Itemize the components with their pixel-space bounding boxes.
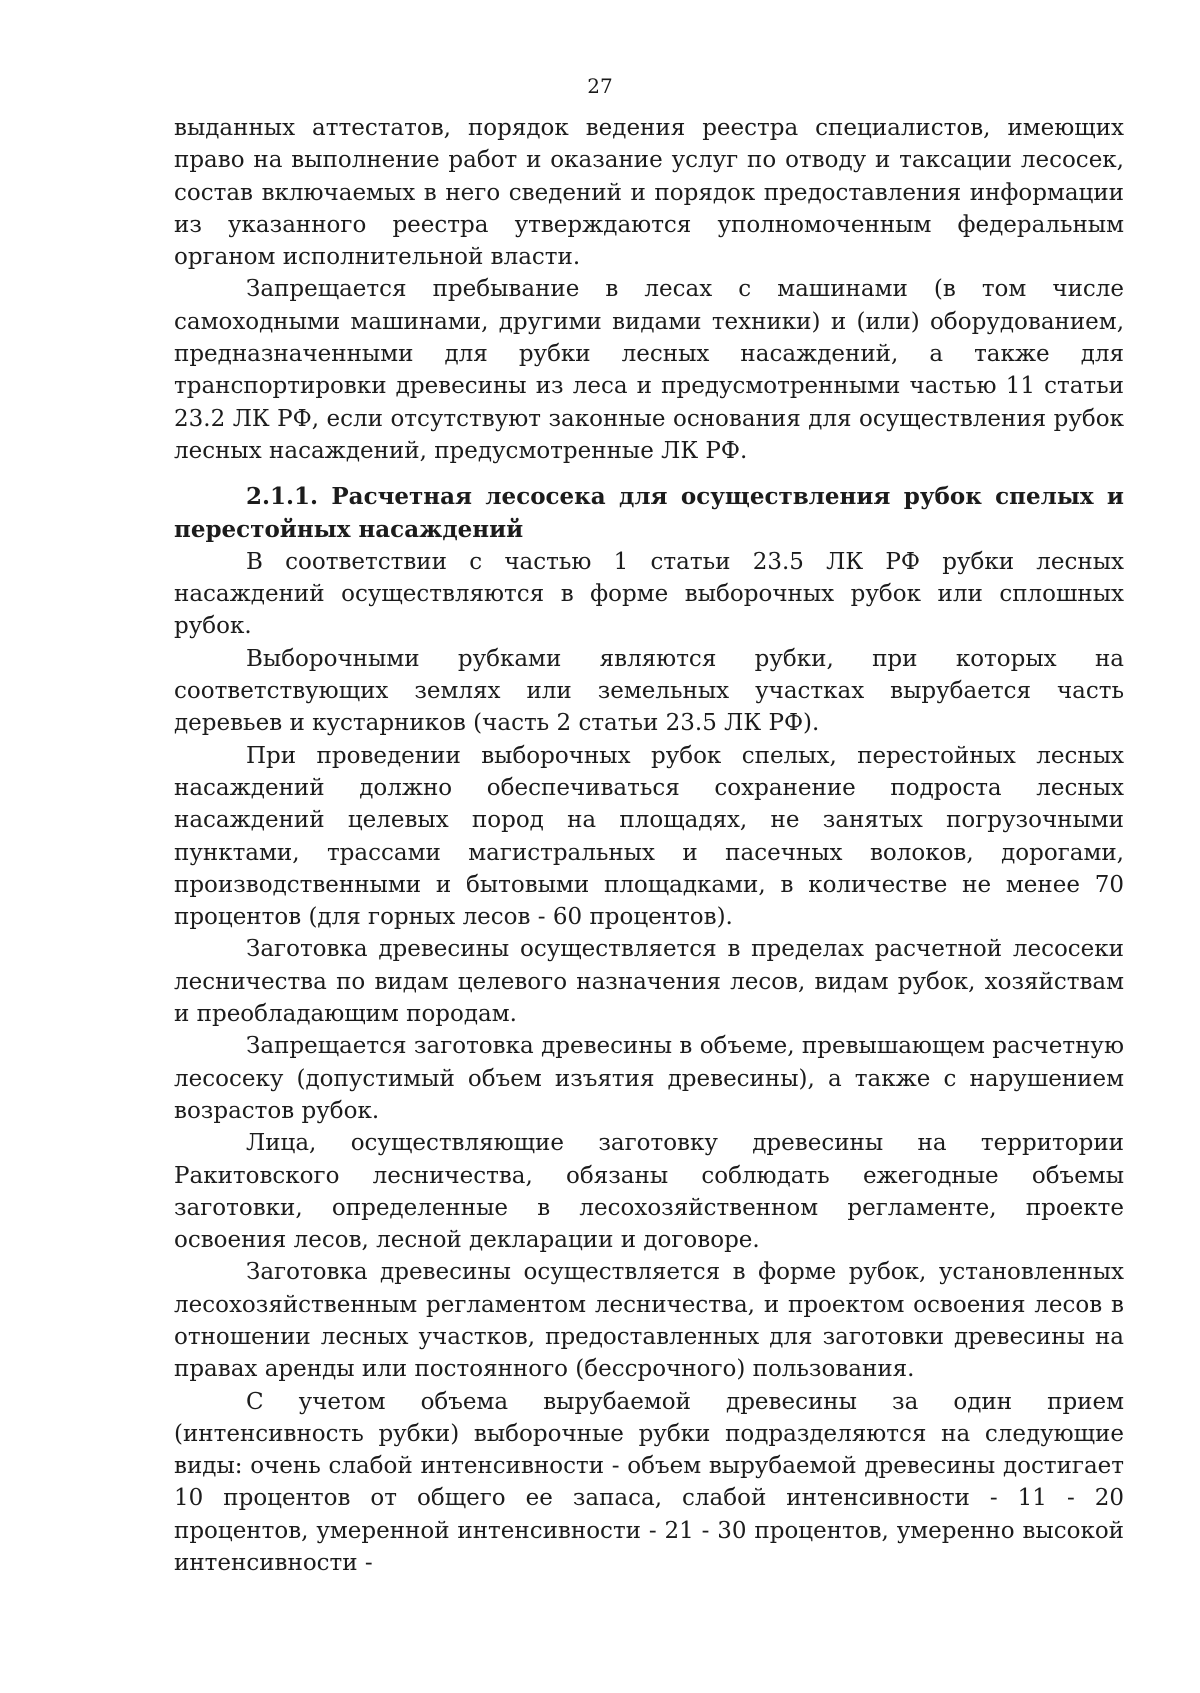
- paragraph-cutting-intensity: С учетом объема вырубаемой древесины за один прием (интенсивность рубки) выборочные рубки подразделяются на следующие виды: очень слабой интенсивности - объем вырубаемой древесины достигает 10 процентов от общего ее запаса, слабой интенсивности - 11 - 20 процентов, умеренной интенсивности - 21 - 30 процентов, умеренно высокой интенсивности -: [174, 1388, 1124, 1577]
- paragraph-machinery-ban: Запрещается пребывание в лесах с машинами (в том числе самоходными машинами, другими видами техники) и (или) оборудованием, предназначенными для рубки лесных насаждений, а также для транспортировки древесины из леса и предусмотренными частью 11 статьи 23.2 ЛК РФ, если отсутствуют законные основания для осуществления рубок лесных насаждений, предусмотренные ЛК РФ.: [174, 276, 1124, 464]
- section-heading: [174, 481, 1124, 546]
- body-text: [174, 112, 1124, 1579]
- page-number: 27: [587, 74, 613, 98]
- section-heading-number: 2.1.1.: [246, 483, 319, 511]
- paragraph-cutting-forms: В соответствии с частью 1 статьи 23.5 ЛК РФ рубки лесных насаждений осуществляются в форме выборочных рубок или сплошных рубок.: [174, 548, 1124, 640]
- paragraph-selective-cutting: Выборочными рубками являются рубки, при которых на соответствующих землях или земельных участках вырубается часть деревьев и кустарников (часть 2 статьи 23.5 ЛК РФ).: [174, 645, 1124, 737]
- paragraph-allowable-cut: Заготовка древесины осуществляется в пределах расчетной лесосеки лесничества по видам целевого назначения лесов, видам рубок, хозяйствам и преобладающим породам.: [174, 936, 1124, 1028]
- paragraph-annual-volumes: Лица, осуществляющие заготовку древесины на территории Ракитовского лесничества, обязаны соблюдать ежегодные объемы заготовки, определенные в лесохозяйственном регламенте, проекте освоения лесов, лесной декларации и договоре.: [174, 1130, 1124, 1254]
- paragraph-continued: выданных аттестатов, порядок ведения реестра специалистов, имеющих право на выполнение работ и оказание услуг по отводу и таксации лесосек, состав включаемых в него сведений и порядок предоставления информации из указанного реестра утверждаются уполномоченным федеральным органом исполнительной власти.: [174, 115, 1124, 271]
- paragraph-undergrowth-preservation: При проведении выборочных рубок спелых, перестойных лесных насаждений должно обеспечиваться сохранение подроста лесных насаждений целевых пород на площадях, не занятых погрузочными пунктами, трассами магистральных и пасечных волоков, дорогами, производственными и бытовыми площадками, в количестве не менее 70 процентов (для горных лесов - 60 процентов).: [174, 742, 1124, 931]
- paragraph-cutting-regulation: Заготовка древесины осуществляется в форме рубок, установленных лесохозяйственным регламентом лесничества, и проектом освоения лесов в отношении лесных участков, предоставленных для заготовки древесины на правах аренды или постоянного (бессрочного) пользования.: [174, 1259, 1124, 1383]
- section-heading-title: Расчетная лесосека для осуществления рубок спелых и перестойных насаждений: [174, 483, 1124, 543]
- paragraph-volume-prohibition: Запрещается заготовка древесины в объеме, превышающем расчетную лесосеку (допустимый объем изъятия древесины), а также с нарушением возрастов рубок.: [174, 1033, 1124, 1124]
